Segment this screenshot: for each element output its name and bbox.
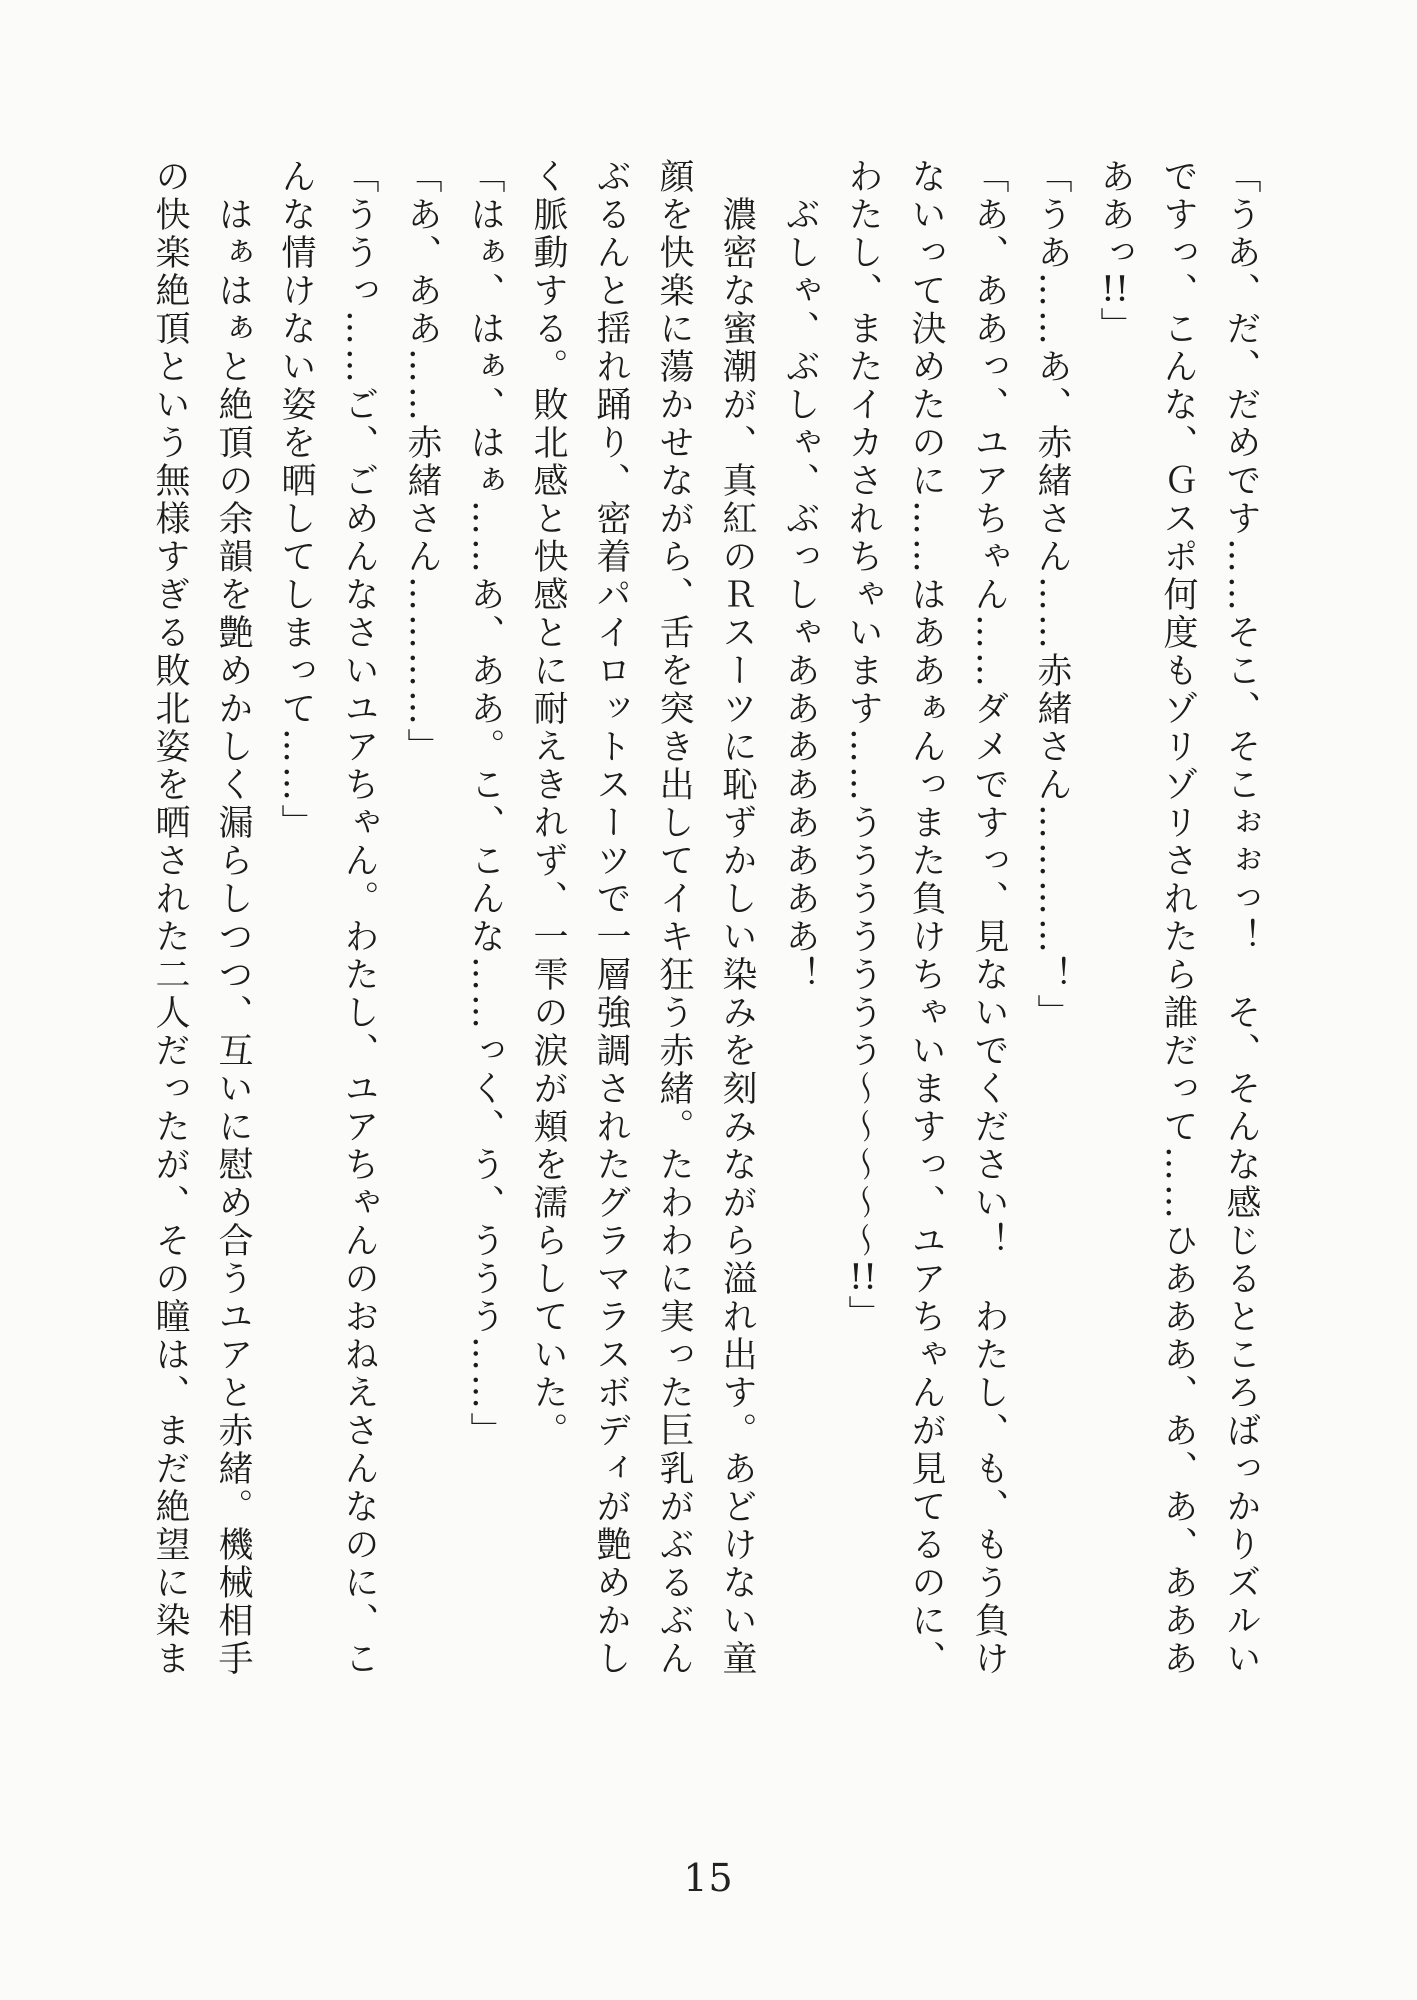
text-line: ぶるんと揺れ踊り、密着パイロットスーツで一層強調されたグラマラスボディが艶めかし [591, 158, 631, 1678]
text-line: んな情けない姿を晒してしまって……」 [276, 158, 316, 842]
text-line: 「あ、ああっ、ユアちゃん……ダメですっ、見ないでください！ わたし、も、もう負け [969, 158, 1009, 1678]
text-line: ないって決めたのに……はああぁんっまた負けちゃいますっ、ユアちゃんが見てるのに、 [906, 158, 946, 1678]
text-line: 顔を快楽に蕩かせながら、舌を突き出してイキ狂う赤緒。たわわに実った巨乳がぶるぶん [654, 158, 694, 1678]
text-line: の快楽絶頂という無様すぎる敗北姿を晒された二人だったが、その瞳は、まだ絶望に染ま [150, 158, 190, 1678]
text-line: ぶしゃ、ぶしゃ、ぶっしゃああああああああ！ [780, 196, 820, 994]
text-line: く脈動する。敗北感と快感とに耐えきれず、一雫の涙が頬を濡らしていた。 [528, 158, 568, 1450]
page-number: 15 [683, 1856, 734, 1900]
text-line: ですっ、こんな、Ｇスポ何度もゾリゾリされたら誰だって……ひあああ、あ、あ、あああ [1158, 158, 1198, 1678]
text-line: 「うあ、だ、だめです……そこ、そこぉぉっ！ そ、そんな感じるところばっかりズルい [1221, 158, 1261, 1678]
text-line: 「あ、ああ……赤緒さん…………」 [402, 158, 442, 766]
text-block [138, 158, 1272, 1682]
text-line: 「はぁ、はぁ、はぁ……あ、ああ。こ、こんな……っく、う、ううう……」 [465, 158, 505, 1450]
text-line: はぁはぁと絶頂の余韻を艶めかしく漏らしつつ、互いに慰め合うユアと赤緒。機械相手 [213, 196, 253, 1678]
double-exclamation: !! [848, 1260, 878, 1295]
text-line: ああっ!!」 [1095, 158, 1135, 345]
double-exclamation: !! [1100, 272, 1130, 307]
text-line: わたし、またイカされちゃいます……ううううううう〜〜〜〜〜!!」 [843, 158, 883, 1333]
text-line: 濃密な蜜潮が、真紅のＲスーツに恥ずかしい染みを刻みながら溢れ出す。あどけない童 [717, 196, 757, 1678]
text-line: 「うあ……あ、赤緒さん……赤緒さん…………！」 [1032, 158, 1072, 1032]
text-line: 「ううっ……ご、ごめんなさいユアちゃん。わたし、ユアちゃんのおねえさんなのに、こ [339, 158, 379, 1678]
